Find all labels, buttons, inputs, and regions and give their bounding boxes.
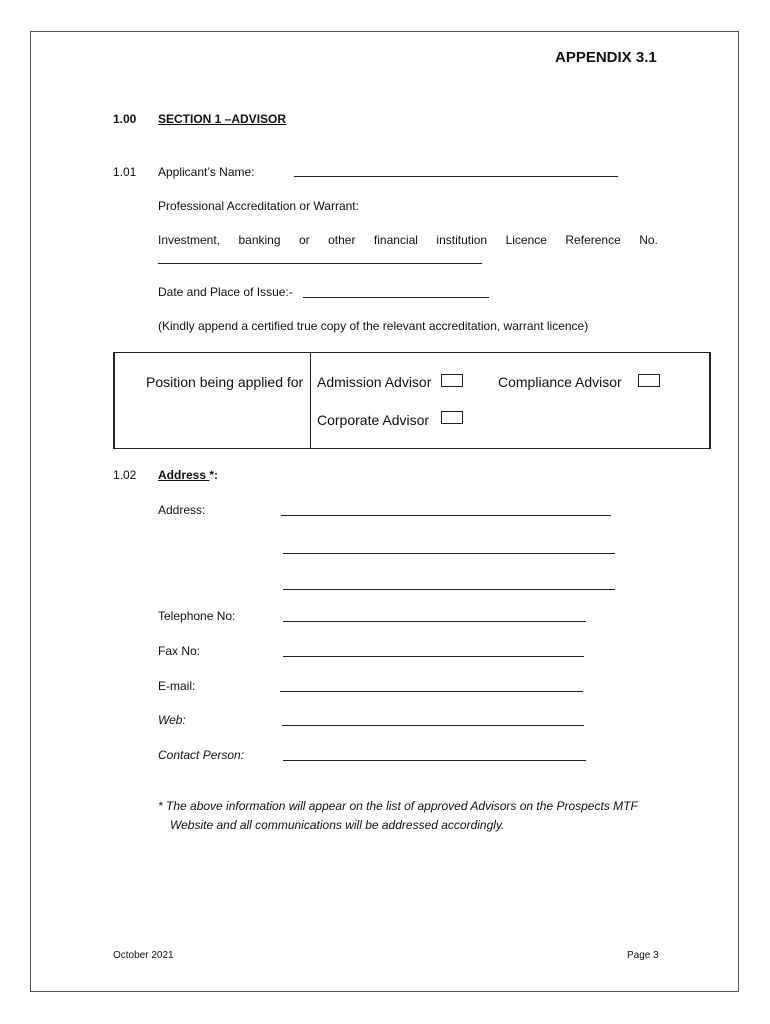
appendix-title: APPENDIX 3.1 [555, 49, 657, 66]
contact-person-label: Contact Person: [158, 748, 245, 762]
licence-word: Reference [565, 233, 621, 247]
licence-word: banking [238, 233, 281, 247]
corporate-advisor-label: Corporate Advisor [317, 412, 430, 428]
admission-advisor-checkbox[interactable] [441, 374, 463, 387]
corporate-advisor-checkbox[interactable] [441, 411, 463, 424]
footer-date: October 2021 [113, 950, 174, 961]
address-field-line-2[interactable] [283, 553, 615, 554]
applicant-name-label: Applicant’s Name: [158, 165, 255, 179]
licence-word: Licence [505, 233, 547, 247]
web-label: Web: [158, 713, 186, 727]
footer-page-number: Page 3 [627, 950, 659, 961]
accreditation-note: (Kindly append a certified true copy of the relevant accreditation, warrant licence) [158, 319, 589, 333]
fax-field[interactable] [283, 656, 584, 657]
licence-word: or [298, 233, 310, 247]
item-number-1-01: 1.01 [113, 165, 137, 179]
email-field[interactable] [280, 691, 583, 692]
licence-word: Investment, [158, 233, 221, 247]
address-field-line-1[interactable] [281, 515, 611, 516]
accreditation-label: Professional Accreditation or Warrant: [158, 199, 359, 213]
licence-reference-label [158, 233, 658, 247]
applicant-name-field[interactable] [294, 176, 618, 177]
licence-word: other [328, 233, 356, 247]
compliance-advisor-label: Compliance Advisor [498, 374, 622, 390]
footnote-line-1: * The above information will appear on the list of approved Advisors on the Prospects MTF [158, 799, 638, 813]
date-place-field[interactable] [303, 297, 489, 298]
fax-label: Fax No: [158, 644, 201, 658]
item-number-1-02: 1.02 [113, 468, 137, 482]
compliance-advisor-checkbox[interactable] [638, 374, 660, 387]
position-label: Position being applied for [146, 374, 304, 390]
position-table-divider [310, 352, 311, 449]
email-label: E-mail: [158, 679, 196, 693]
footnote-line-2: Website and all communications will be addressed accordingly. [170, 818, 505, 832]
position-table [113, 352, 711, 449]
section-number: 1.00 [113, 112, 137, 126]
date-place-label: Date and Place of Issue:- [158, 285, 293, 299]
telephone-label: Telephone No: [158, 609, 236, 623]
address-title-text: Address [158, 468, 210, 482]
address-label: Address: [158, 503, 206, 517]
licence-word: financial [373, 233, 418, 247]
licence-word: No. [639, 233, 658, 247]
admission-advisor-label: Admission Advisor [317, 374, 432, 390]
address-title-suffix: *: [209, 468, 219, 482]
telephone-field[interactable] [283, 621, 586, 622]
contact-person-field[interactable] [283, 760, 586, 761]
licence-word: institution [436, 233, 488, 247]
address-field-line-3[interactable] [283, 589, 615, 590]
licence-reference-field[interactable] [158, 263, 482, 264]
address-section-title [158, 468, 218, 482]
web-field[interactable] [282, 725, 584, 726]
section-title: SECTION 1 –ADVISOR [158, 112, 287, 126]
